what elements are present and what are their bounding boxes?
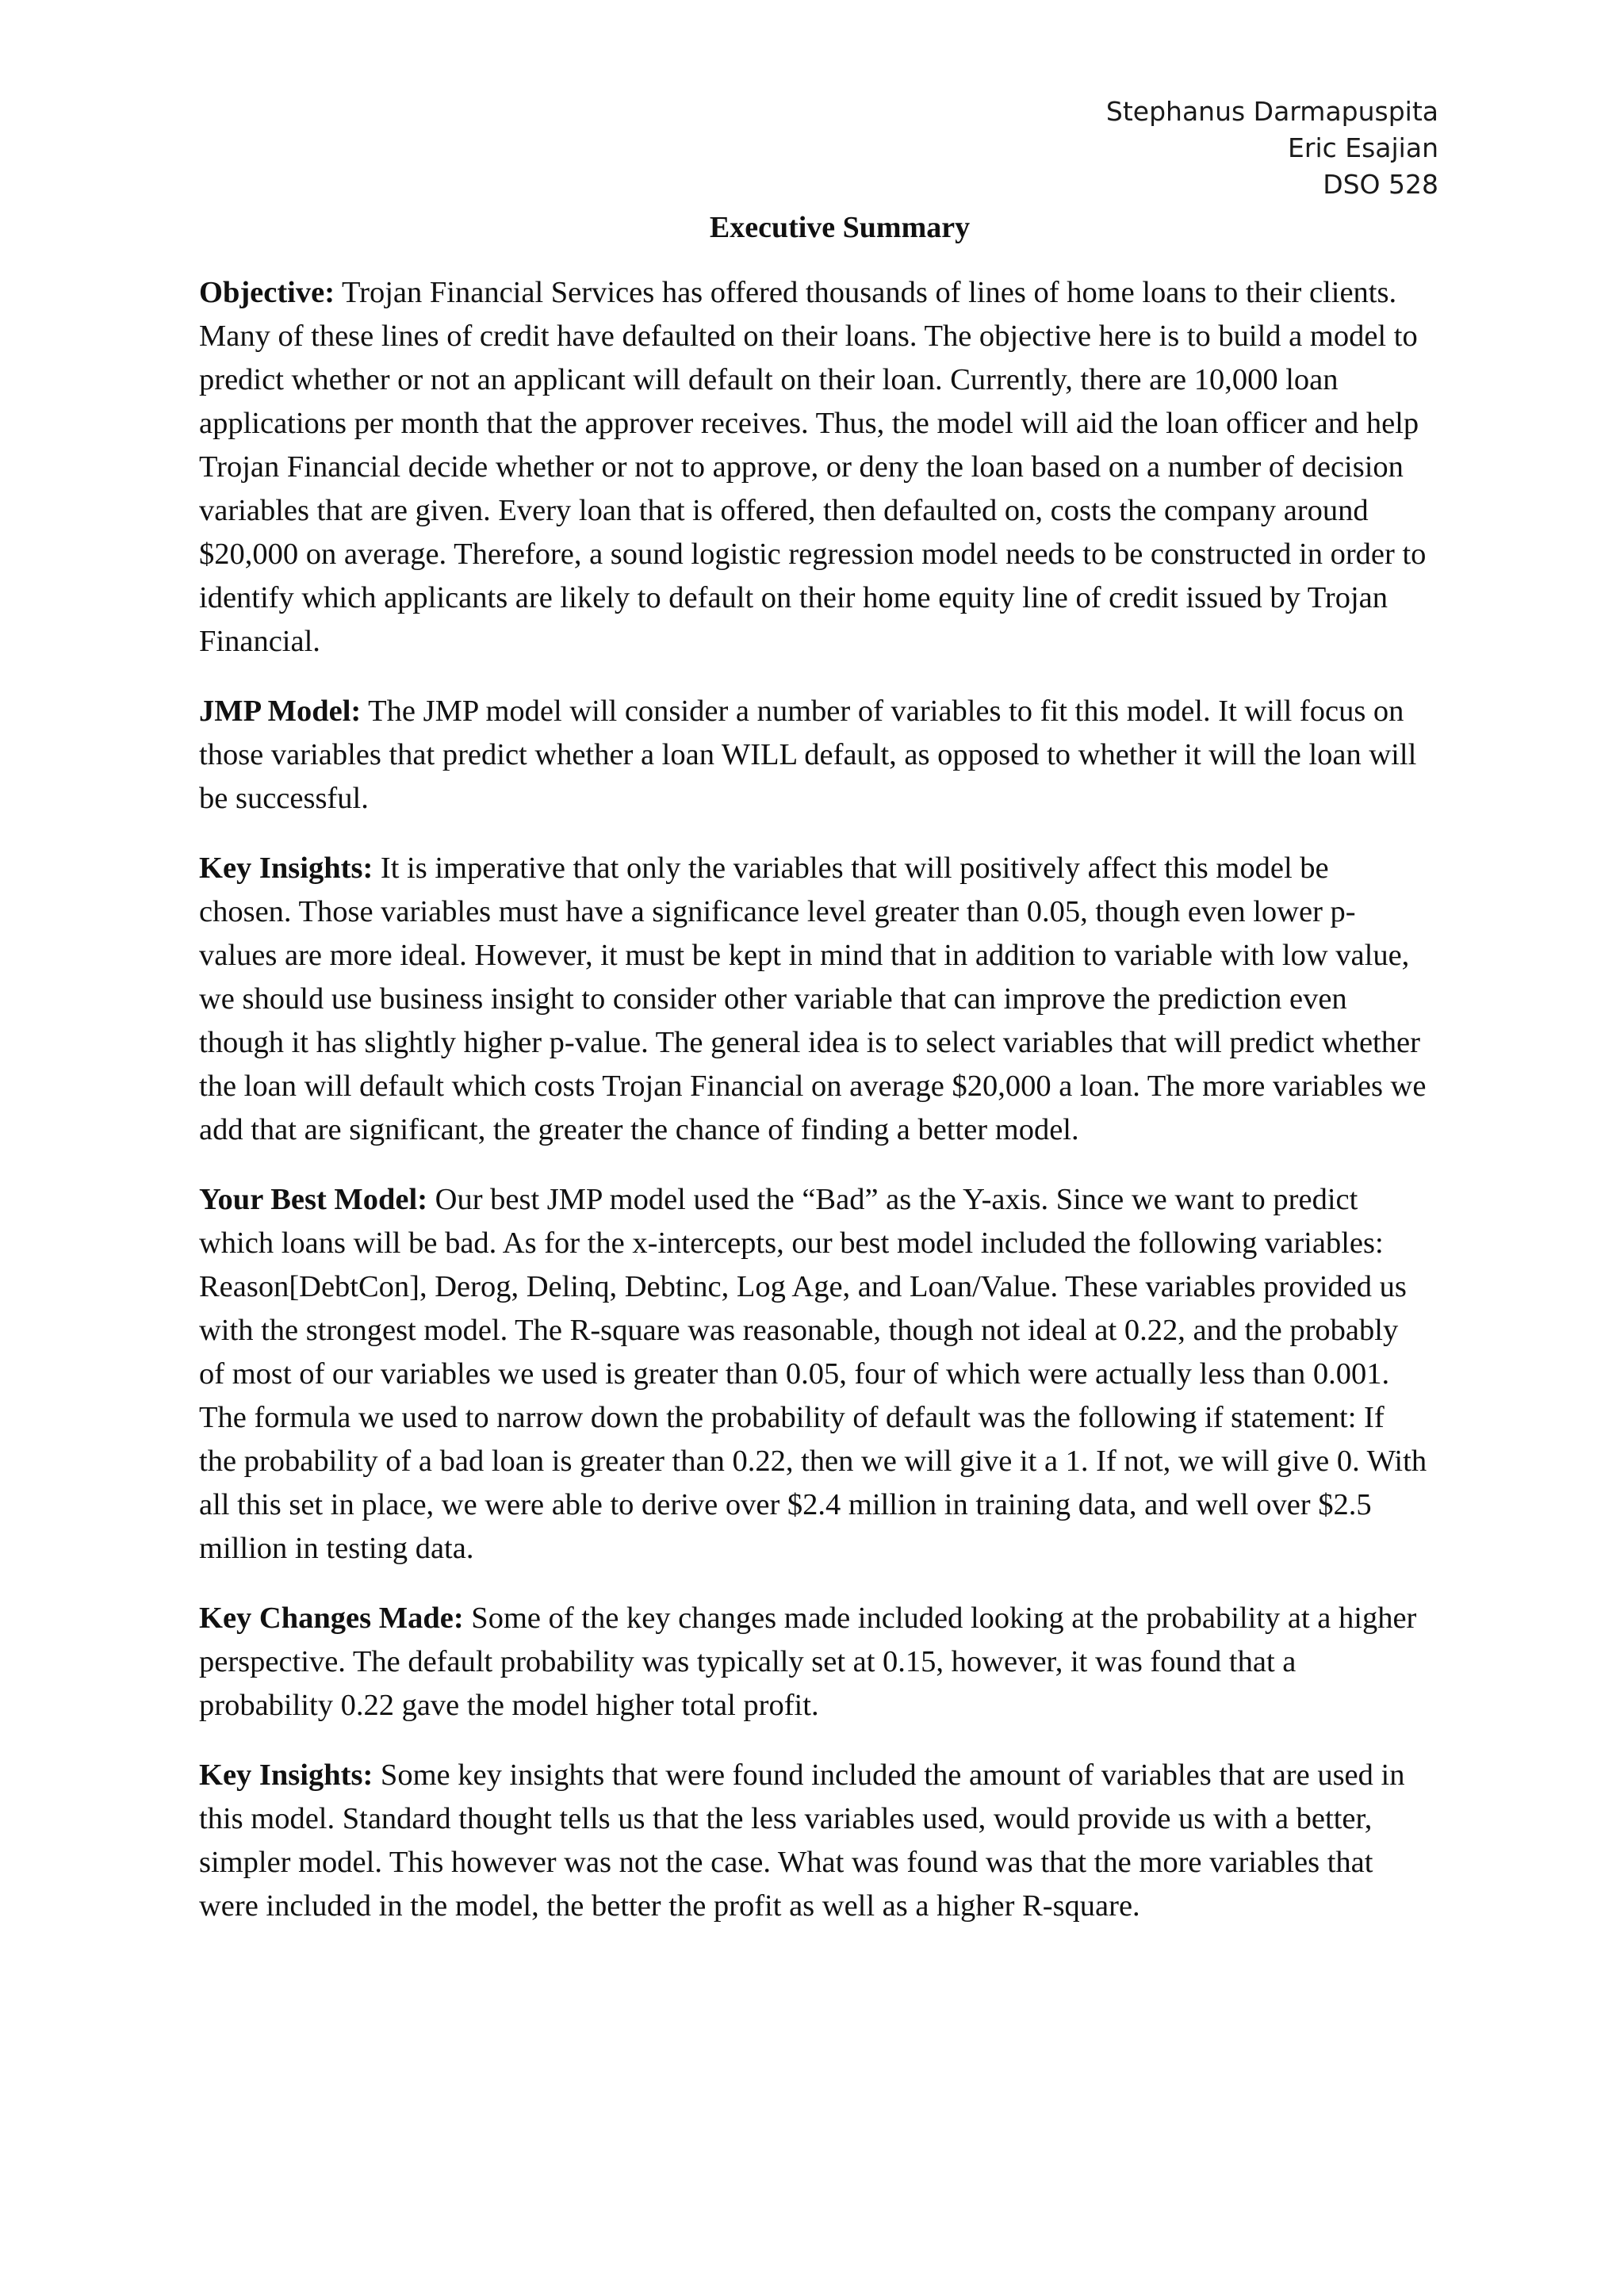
section-text: It is imperative that only the variables that will positively affect this model be chosen. Those variables must have a significance level greater than 0.05, though even lower p-values are more ideal. However, it must be kept in mind that in addition to variable with low value, we should use business insight to consider other variable that can improve the prediction even though it has slightly higher p-value. The general idea is to select variables that will predict whether the loan will default which costs Trojan Financial on average $20,000 a loan. The more variables we add that are significant, the greater the chance of finding a better model.: [199, 851, 1427, 1146]
section-text: Some of the key changes made included looking at the probability at a higher perspective. The default probability was typically set at 0.15, however, it was found that a probability 0.22 gave the model higher total profit.: [199, 1601, 1417, 1722]
section-key-insights: [199, 847, 1428, 1152]
section-heading: JMP Model:: [199, 695, 362, 728]
course-code: DSO 528: [1323, 169, 1438, 200]
section-heading: Objective:: [199, 276, 335, 309]
section-text: Trojan Financial Services has offered thousands of lines of home loans to their clients. Many of these lines of credit have defaulted on their loans. The objective here is to build a model to predict whether or not an applicant will default on their loan. Currently, there are 10,000 loan applications per month that the approver receives. Thus, the model will aid the loan officer and help Trojan Financial decide whether or not to approve, or deny the loan based on a number of decision variables that are given. Every loan that is offered, then defaulted on, costs the company around $20,000 on average. Therefore, a sound logistic regression model needs to be constructed in order to identify which applicants are likely to default on their home equity line of credit issued by Trojan Financial.: [199, 276, 1427, 658]
document-body: [199, 271, 1428, 1954]
section-jmp-model: [199, 690, 1428, 821]
author-name: Eric Esajian: [1288, 132, 1438, 163]
document-title: Executive Summary: [709, 211, 971, 244]
section-text: Some key insights that were found included the amount of variables that are used in this model. Standard thought tells us that the less variables used, would provide us with a better, simpler model. This however was not the case. What was found was that the more variables that were included in the model, the better the profit as well as a higher R-square.: [199, 1758, 1405, 1923]
author-name: Stephanus Darmapuspita: [1105, 96, 1438, 127]
author-block: [1106, 94, 1438, 203]
section-key-changes: [199, 1597, 1428, 1728]
section-objective: [199, 271, 1428, 664]
section-best-model: [199, 1178, 1428, 1571]
section-key-insights-2: [199, 1754, 1428, 1928]
section-text: Our best JMP model used the “Bad” as the Y-axis. Since we want to predict which loans will be bad. As for the x-intercepts, our best model included the following variables: Reason[DebtCon], Derog, Delinq, Debtinc, Log Age, and Loan/Value. These variables provided us with the strongest model. The R-square was reasonable, though not ideal at 0.22, and the probably of most of our variables we used is greater than 0.05, four of which were actually less than 0.001. The formula we used to narrow down the probability of default was the following if statement: If the probability of a bad loan is greater than 0.22, then we will give it a 1. If not, we will give 0. With all this set in place, we were able to derive over $2.4 million in training data, and well over $2.5 million in testing data.: [199, 1183, 1427, 1565]
section-heading: Your Best Model:: [199, 1183, 428, 1216]
section-heading: Key Changes Made:: [199, 1601, 464, 1635]
section-heading: Key Insights:: [199, 1758, 373, 1792]
section-text: The JMP model will consider a number of variables to fit this model. It will focus on those variables that predict whether a loan WILL default, as opposed to whether it will the loan will be successful.: [199, 695, 1417, 815]
section-heading: Key Insights:: [199, 851, 373, 885]
